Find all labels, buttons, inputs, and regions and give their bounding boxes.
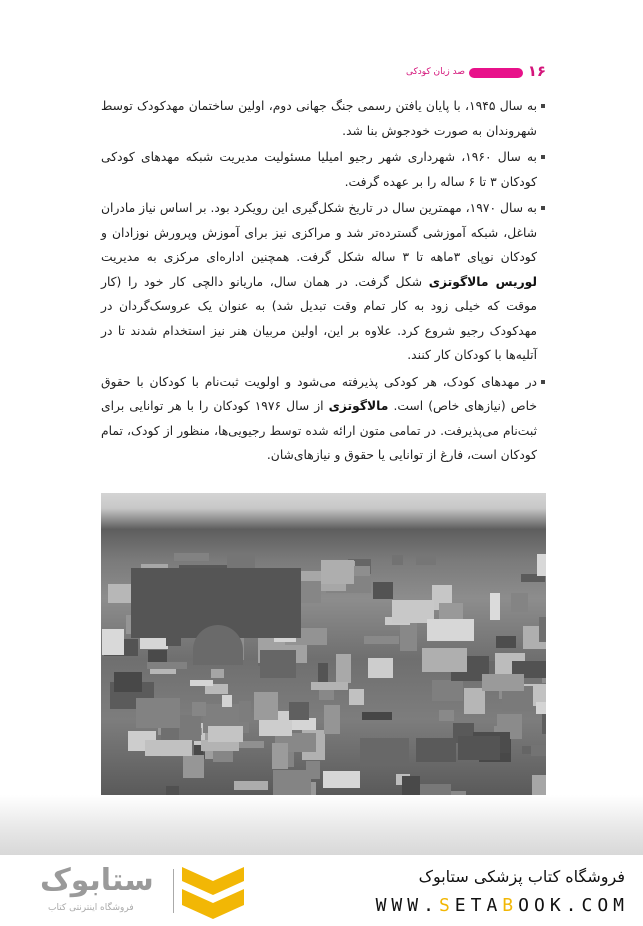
- photo-building: [362, 712, 392, 720]
- photo-building: [208, 726, 243, 742]
- photo-building: [108, 584, 131, 603]
- photo-building: [190, 680, 213, 687]
- photo-building: [102, 629, 125, 656]
- page-header: [380, 62, 550, 84]
- store-url[interactable]: [376, 895, 629, 916]
- bullet-item: [101, 196, 537, 368]
- photo-building: [392, 555, 403, 566]
- photo-building: [147, 662, 187, 670]
- bullet-list: [101, 94, 537, 470]
- header-accent-bar: [469, 68, 523, 78]
- photo-building: [321, 560, 354, 584]
- photo-building: [416, 738, 455, 761]
- photo-building: [464, 688, 486, 714]
- photo-building: [427, 619, 474, 641]
- photo-building: [422, 648, 467, 672]
- text-run: در مهدهای کودک، هر کودکی پذیرفته می‌شود و اولویت ثبت‌نام با کودکان با حقوق خاص (نیازهای خاص) است.: [101, 374, 537, 413]
- photo-building: [537, 554, 546, 576]
- url-part: S: [438, 895, 455, 916]
- url-part: B: [502, 895, 519, 916]
- photo-building: [114, 672, 142, 692]
- store-logo[interactable]: [30, 863, 250, 921]
- text-run: به سال ۱۹۷۰، مهمترین سال در تاریخ شکل‌گیری این رویکرد بود. بر اساس نیاز مادران شاغل، شبکه آموزشی گسترده‌تر شد و مراکزی نیز برای آموزش وپرورش نوزادان و کودکان نوپای ۳ماهه تا ۳ ساله شکل گرفت. همچنین اداره‌ای مرکزی به مدیریت: [101, 201, 537, 264]
- photo-building: [432, 680, 463, 701]
- photo-building: [364, 636, 399, 644]
- photo-building: [539, 617, 546, 643]
- text-run: از سال ۱۹۷۶ کودکان را با هر توانایی برای ثبت‌نام می‌پذیرفت. در تمامی متون ارائه شده توسط رجیویی‌ها، منظور از کودک، تمام کودکان است، فارغ از توانایی یا حقوق و نیازهای‌شان.: [101, 399, 537, 462]
- photo-building: [174, 553, 209, 561]
- chevron-logo-icon: [182, 867, 244, 919]
- running-title: صد زبان کودکی: [405, 67, 465, 77]
- url-part: OOK.COM: [518, 895, 629, 916]
- photo-building: [254, 692, 278, 720]
- bullet-item: [101, 370, 537, 468]
- photo-building: [260, 650, 296, 678]
- photo-building: [536, 702, 546, 714]
- bold-name: لوریس مالاگوتزی: [428, 274, 537, 289]
- photo-building: [323, 771, 360, 788]
- logo-text: ستابوک: [40, 863, 154, 898]
- bullet-item: [101, 94, 537, 143]
- photo-building: [311, 682, 348, 690]
- store-footer: [0, 855, 643, 926]
- photo-building: [368, 658, 393, 677]
- photo-building: [166, 786, 179, 795]
- photo-building: [416, 556, 436, 565]
- photo-building: [532, 775, 546, 795]
- photo-building: [542, 711, 546, 734]
- logo-divider: [173, 869, 174, 913]
- page-number: ۱۶: [527, 62, 546, 80]
- photo-building: [511, 593, 528, 612]
- photo-building: [136, 698, 180, 728]
- city-photo: [101, 493, 546, 795]
- photo-building: [458, 736, 500, 759]
- photo-building: [273, 770, 311, 795]
- text-run: به سال ۱۹۶۰، شهرداری شهر رجیو امیلیا مسئولیت مدیریت شبکه مهدهای کودکی کودکان ۳ تا ۶ ساله را بر عهده گرفت.: [101, 150, 537, 189]
- photo-building: [360, 738, 409, 766]
- photo-building: [239, 701, 252, 723]
- photo-building: [211, 669, 224, 678]
- photo-building: [496, 636, 516, 648]
- photo-building: [336, 654, 351, 682]
- photo-building: [490, 593, 500, 620]
- url-part: WWW.: [375, 895, 439, 916]
- photo-building: [373, 582, 393, 600]
- photo-building: [416, 784, 450, 795]
- photo-building: [145, 740, 192, 756]
- url-part: ETA: [454, 895, 503, 916]
- photo-building: [439, 710, 454, 722]
- photo-building: [272, 743, 289, 769]
- bold-name: مالاگوتزی: [328, 399, 389, 413]
- photo-building: [349, 689, 364, 705]
- photo-building: [192, 702, 207, 716]
- photo-building: [531, 745, 546, 757]
- photo-building: [482, 674, 524, 690]
- photo-building: [402, 776, 419, 795]
- bullet-item: [101, 145, 537, 194]
- photo-building: [183, 755, 205, 779]
- photo-building: [289, 702, 309, 719]
- page-shadow: [0, 795, 643, 855]
- text-run: شکل گرفت. در همان سال، ماریانو دالچی کار خود را (کار موقت که خیلی زود به کار تمام وقت تبدیل شد) به عنوان یک عروسک‌گردان در مهدکودک رجیو شروع کرد. علاوه بر این، اولین مربیان هنر نیز استخدام شدند تا در آتلیه‌ها با کودکان کار کنند.: [101, 274, 537, 362]
- photo-building: [234, 781, 268, 791]
- logo-subtitle: فروشگاه اینترنتی کتاب: [48, 903, 134, 913]
- photo-building: [179, 715, 201, 741]
- photo-building: [324, 705, 340, 734]
- photo-building: [222, 695, 232, 707]
- store-name: فروشگاه کتاب پزشکی ستابوک: [418, 867, 625, 886]
- text-run: به سال ۱۹۴۵، با پایان یافتن رسمی جنگ جهانی دوم، اولین ساختمان مهدکودک توسط شهروندان به صورت خودجوش بنا شد.: [101, 99, 538, 138]
